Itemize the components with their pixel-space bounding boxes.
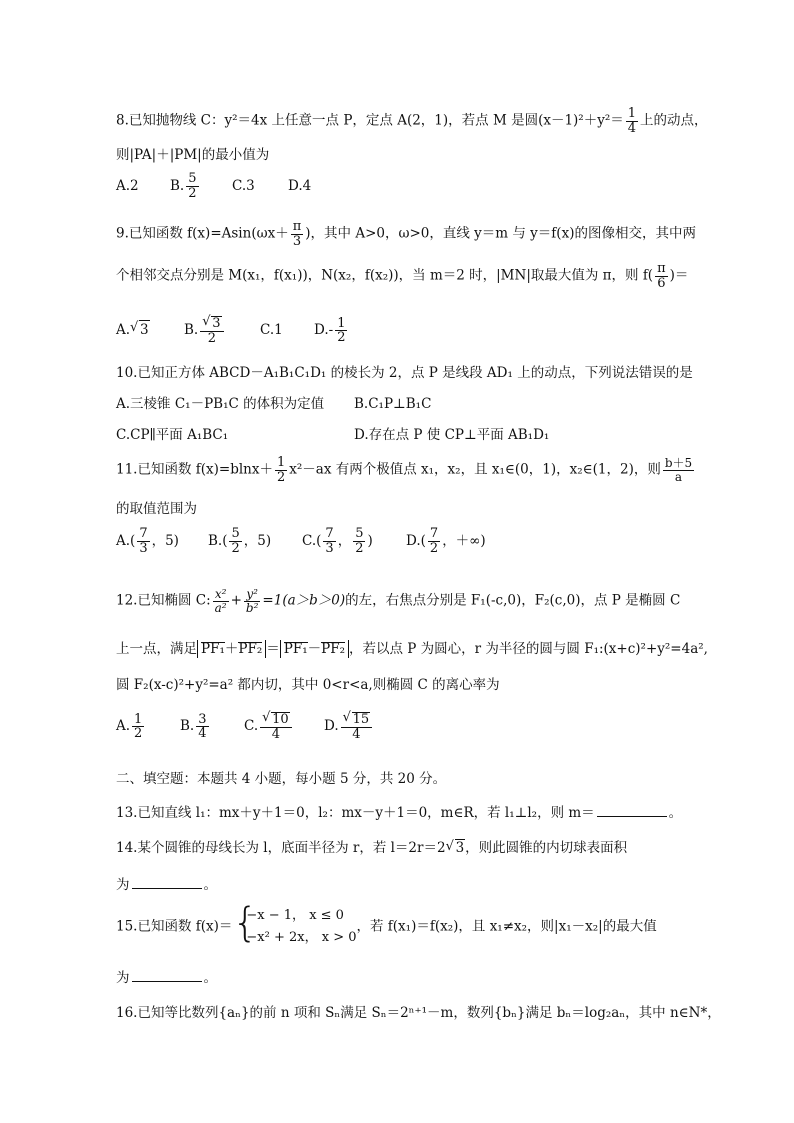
numerator <box>341 712 373 728</box>
q8-fraction <box>626 107 638 135</box>
denominator: 3 <box>325 540 334 556</box>
denominator: 4 <box>352 726 361 742</box>
answer-blank[interactable] <box>597 803 667 817</box>
q12-line3: 圆 F₂(x-c)²+y²=a² 都内切，其中 0<r<a,则椭圆 C 的离心率为 <box>116 677 500 693</box>
numerator: x² <box>213 588 229 602</box>
numerator: 5 <box>231 526 240 541</box>
option-fraction <box>200 316 223 345</box>
q9-line1 <box>116 220 696 248</box>
denominator: 2 <box>337 330 346 346</box>
denominator: b² <box>245 600 259 615</box>
q12-option-b <box>180 713 244 741</box>
answer-blank[interactable] <box>132 875 202 889</box>
option-fraction <box>335 317 347 345</box>
option-tail: ，＋∞) <box>442 532 486 549</box>
option-fraction <box>260 712 292 741</box>
numerator: 1 <box>134 711 143 727</box>
denominator: a² <box>214 600 227 615</box>
vector-pf1: PF₁ <box>283 641 308 657</box>
piecewise-row: { −x − 1， x ≤ 0 <box>246 908 344 923</box>
q12-text-a: 12.已知椭圆 C: <box>116 592 211 609</box>
q11-option-c <box>302 527 406 555</box>
sqrt-sign <box>130 320 150 339</box>
q14-text-a: 14.某个圆锥的母线长为 l，底面半径为 r，若 l＝2r＝2 <box>116 840 446 856</box>
numerator: π <box>292 219 302 234</box>
option-separator: ， <box>337 532 352 549</box>
numerator <box>200 316 223 332</box>
q10-options-row1 <box>116 395 431 413</box>
sqrt-sign <box>202 316 221 331</box>
q12-option-c <box>244 712 324 741</box>
equals-sign: ＝ <box>266 641 280 657</box>
radicand: 3 <box>455 840 465 856</box>
denominator: 3 <box>139 540 148 556</box>
vector-sum-abs <box>197 640 266 658</box>
q11-text-a: 11.已知函数 f(x)=blnx＋ <box>116 461 273 478</box>
q8-line2: 则|PA|＋|PM|的最小值为 <box>116 147 270 163</box>
q9-text-a: 9.已知函数 f(x)=Asin(ωx＋ <box>116 225 289 242</box>
radicand: 3 <box>212 316 221 331</box>
option-label: D.- <box>314 322 334 339</box>
radicand: 15 <box>352 712 370 727</box>
numerator: 7 <box>325 526 334 541</box>
q15-line2 <box>116 968 217 987</box>
q11-fraction <box>275 456 287 484</box>
q8-text-a: 8.已知抛物线 C：y²＝4x 上任意一点 P，定点 A(2，1)，若点 M 是圆(x－1)²＋y²＝ <box>116 112 624 129</box>
q11-text-b: x²－ax 有两个极值点 x₁，x₂，且 x₁∈(0，1)，x₂∈(1，2)，则 <box>289 461 661 478</box>
option-fraction <box>229 527 241 555</box>
q13-text-a: 13.已知直线 l₁：mx＋y＋1＝0，l₂：mx－y＋1＝0，m∈R，若 l₁⊥l₂，则 m＝ <box>116 805 595 821</box>
q12-line2-text-b: ，若以点 P 为圆心，r 为半径的圆与圆 F₁:(x+c)²+y²=4a², <box>349 641 708 657</box>
numerator: 7 <box>429 526 439 541</box>
q8-text-b: 上的动点， <box>640 112 708 129</box>
q11-line1 <box>116 456 696 484</box>
q13-line1 <box>116 803 682 822</box>
q10-options-row2 <box>116 426 549 444</box>
q9-fraction <box>291 220 304 248</box>
q9-option-c: C.1 <box>260 322 283 339</box>
numerator: b＋5 <box>664 456 693 471</box>
y-over-b-fraction <box>244 588 261 614</box>
option-fraction <box>132 713 144 741</box>
q10-line1: 10.已知正方体 ABCD－A₁B₁C₁D₁ 的棱长为 2，点 P 是线段 AD₁ 上的动点，下列说法错误的是 <box>116 365 693 381</box>
sqrt-sign <box>446 839 466 857</box>
option-fraction <box>428 527 440 555</box>
option-label: B.( <box>208 532 228 549</box>
vector-diff-abs <box>280 640 349 658</box>
q11-option-d <box>406 527 486 555</box>
option-fraction <box>196 713 208 741</box>
q10-option-d: D.存在点 P 使 CP⊥平面 AB₁D₁ <box>354 427 550 443</box>
q11-options <box>116 527 486 555</box>
option-fraction <box>341 712 373 741</box>
numerator: π <box>657 261 666 276</box>
q12-option-a <box>116 713 180 741</box>
q9-line2-fraction <box>655 262 668 290</box>
option-label: B. <box>180 718 195 735</box>
q13-text-b: 。 <box>668 805 683 821</box>
q11-option-a <box>116 527 208 555</box>
q10-option-b: B.C₁P⊥B₁C <box>354 396 432 412</box>
answer-blank[interactable] <box>132 968 202 982</box>
q8-option-d: D.4 <box>288 177 312 194</box>
q8-options <box>116 172 311 200</box>
option-label: C. <box>244 718 259 735</box>
q10-option-a: A.三棱锥 C₁－PB₁C 的体积为定值 <box>116 396 325 412</box>
q9-line2 <box>116 262 688 290</box>
q14-line2 <box>116 875 217 894</box>
q15-text-b: ，若 f(x₁)＝f(x₂)，且 x₁≠x₂，则|x₁－x₂|的最大值 <box>356 918 657 935</box>
radicand: 10 <box>272 712 289 727</box>
q14-line2-text-a: 为 <box>116 877 130 893</box>
q11-line2: 的取值范围为 <box>116 501 197 517</box>
option-label: D. <box>324 718 339 735</box>
denominator: 3 <box>292 233 302 249</box>
denominator: 6 <box>657 275 666 291</box>
sqrt-sign <box>262 712 290 727</box>
numerator <box>260 712 292 728</box>
denominator: 2 <box>429 540 439 556</box>
q12-line2-text-a: 上一点，满足 <box>116 641 197 657</box>
plus-sign: ＋ <box>224 641 239 657</box>
option-fraction <box>137 527 149 555</box>
q9-text-b: )，其中 A>0，ω>0，直线 y＝m 与 y＝f(x)的图像相交，其中两 <box>305 225 696 242</box>
sqrt-sign <box>343 712 371 727</box>
q9-line2-text-b: )＝ <box>669 267 689 284</box>
denominator: a <box>674 469 683 484</box>
q12-line2 <box>116 640 708 658</box>
q8-option-a: A.2 <box>116 177 139 194</box>
denominator: 2 <box>207 330 216 346</box>
vector-pf2: PF₂ <box>321 641 345 657</box>
q9-option-a <box>116 320 184 339</box>
denominator: 2 <box>231 540 240 556</box>
option-fraction <box>186 172 198 200</box>
numerator: y² <box>244 588 261 602</box>
numerator: 5 <box>355 526 364 541</box>
option-label: B. <box>170 177 185 194</box>
option-label: B. <box>184 322 199 339</box>
x-over-a-fraction <box>213 588 229 614</box>
piecewise-brace <box>232 905 356 949</box>
denominator: 4 <box>627 120 637 136</box>
q8-option-c: C.3 <box>232 177 255 194</box>
q12-text-b: 的左，右焦点分别是 F₁(-c,0)，F₂(c,0)，点 P 是椭圆 C <box>345 592 681 609</box>
option-label: A. <box>116 322 131 339</box>
q11-option-b <box>208 527 302 555</box>
denominator: 2 <box>355 540 364 556</box>
q12-line1 <box>116 588 680 614</box>
option-tail: ) <box>367 532 373 549</box>
option-label: D.( <box>406 532 426 549</box>
option-tail: ，5) <box>151 532 179 549</box>
q9-options <box>116 316 349 345</box>
numerator: 1 <box>337 315 346 331</box>
denominator: 2 <box>134 726 143 742</box>
numerator: 5 <box>188 171 197 186</box>
q12-option-d <box>324 712 374 741</box>
numerator: 7 <box>139 526 148 541</box>
option-fraction <box>353 527 365 555</box>
vector-pf1: PF₁ <box>201 641 225 657</box>
q9-line2-text-a: 个相邻交点分别是 M(x₁，f(x₁))，N(x₂，f(x₂))，当 m＝2 时，|MN|取最大值为 π，则 f( <box>116 267 654 284</box>
q16-line1: 16.已知等比数列{aₙ}的前 n 项和 Sₙ满足 Sₙ＝2ⁿ⁺¹－m，数列{bₙ}满足 bₙ＝log₂aₙ，其中 n∈N*， <box>116 1005 721 1021</box>
radicand: 3 <box>140 322 149 339</box>
numerator: 3 <box>198 711 207 727</box>
numerator: 1 <box>627 106 637 121</box>
q8-option-b <box>170 172 232 200</box>
vector-pf2: PF₂ <box>238 641 263 657</box>
plus-sign: + <box>230 592 242 609</box>
piecewise-row: −x² + 2x， x > 0 <box>246 930 357 945</box>
q9-option-b <box>184 316 260 345</box>
q14-line1 <box>116 839 627 857</box>
q10-option-c: C.CP∥平面 A₁BC₁ <box>116 427 229 443</box>
option-tail: ，5) <box>243 532 272 549</box>
q15-line2-text-b: 。 <box>203 970 217 986</box>
q14-line2-text-b: 。 <box>203 877 217 893</box>
q9-option-d <box>314 317 349 345</box>
q15-line1 <box>116 905 657 949</box>
q15-text-a: 15.已知函数 f(x)＝ <box>116 918 233 935</box>
q11-fraction-2 <box>663 457 694 483</box>
q8-line1 <box>116 107 708 135</box>
equation-tail: =1(a＞b＞0) <box>262 592 346 609</box>
denominator: 2 <box>188 185 197 201</box>
q12-options <box>116 712 374 741</box>
option-label: A.( <box>116 532 136 549</box>
q15-line2-text-a: 为 <box>116 970 130 986</box>
denominator: 4 <box>271 726 281 742</box>
minus-sign: － <box>307 641 322 657</box>
option-label: A. <box>116 718 131 735</box>
denominator: 2 <box>276 469 286 485</box>
numerator: 1 <box>276 455 286 470</box>
q14-text-b: ，则此圆锥的内切球表面积 <box>465 840 628 856</box>
option-fraction <box>323 527 335 555</box>
section-heading: 二、填空题：本题共 4 小题，每小题 5 分，共 20 分。 <box>116 771 447 787</box>
denominator: 4 <box>198 726 207 742</box>
option-label: C.( <box>302 532 322 549</box>
